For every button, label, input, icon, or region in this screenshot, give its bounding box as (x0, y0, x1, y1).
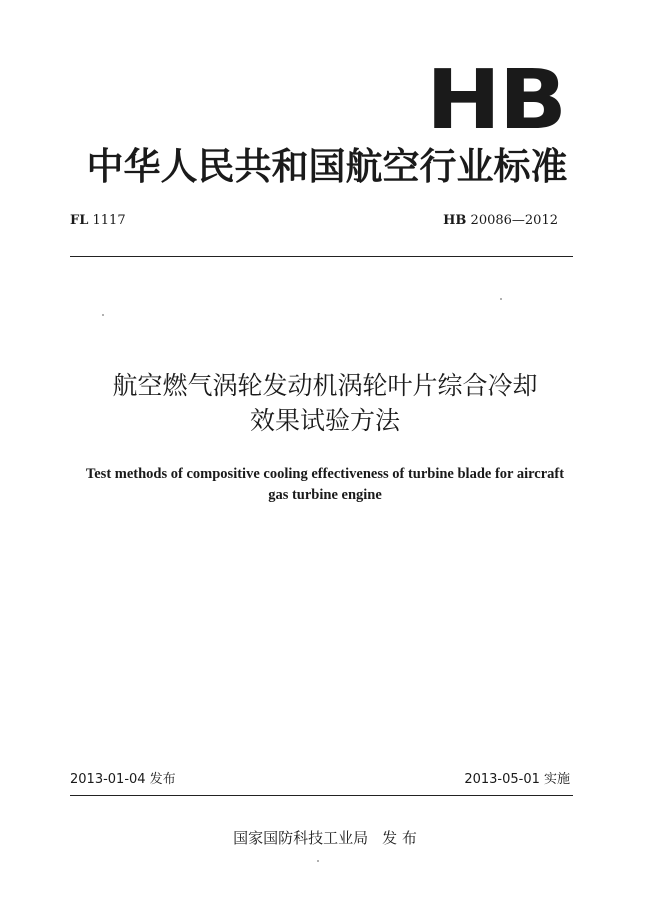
classification-prefix: FL (70, 213, 89, 228)
publisher-action: 发 布 (382, 829, 417, 847)
issue-date: 2013-01-04 发布 (70, 772, 176, 787)
classification-number: 1117 (92, 213, 126, 228)
english-title (0, 464, 650, 506)
standard-number: 20086—2012 (470, 213, 558, 228)
bottom-divider (70, 795, 573, 796)
hb-logo: HB (426, 53, 565, 148)
scan-speck (500, 298, 502, 300)
chinese-title-line-1: 航空燃气涡轮发动机涡轮叶片综合冷却 (112, 371, 538, 400)
english-title-line-1: Test methods of compositive cooling effectiveness of turbine blade for aircraft (85, 466, 565, 482)
standard-prefix: HB (443, 213, 467, 228)
implementation-date: 2013-05-01 实施 (464, 772, 570, 787)
standard-code (443, 213, 558, 228)
classification-code (70, 213, 126, 228)
scan-speck (317, 860, 319, 862)
top-divider (70, 256, 573, 257)
agency-title: 中华人民共和国航空行业标准 (86, 145, 568, 188)
scan-speck (102, 314, 104, 316)
publisher-name: 国家国防科技工业局 (233, 829, 369, 847)
english-title-line-2: gas turbine engine (268, 487, 382, 503)
publisher-line (0, 827, 650, 848)
chinese-title-line-2: 效果试验方法 (249, 406, 400, 435)
chinese-title (0, 368, 650, 438)
